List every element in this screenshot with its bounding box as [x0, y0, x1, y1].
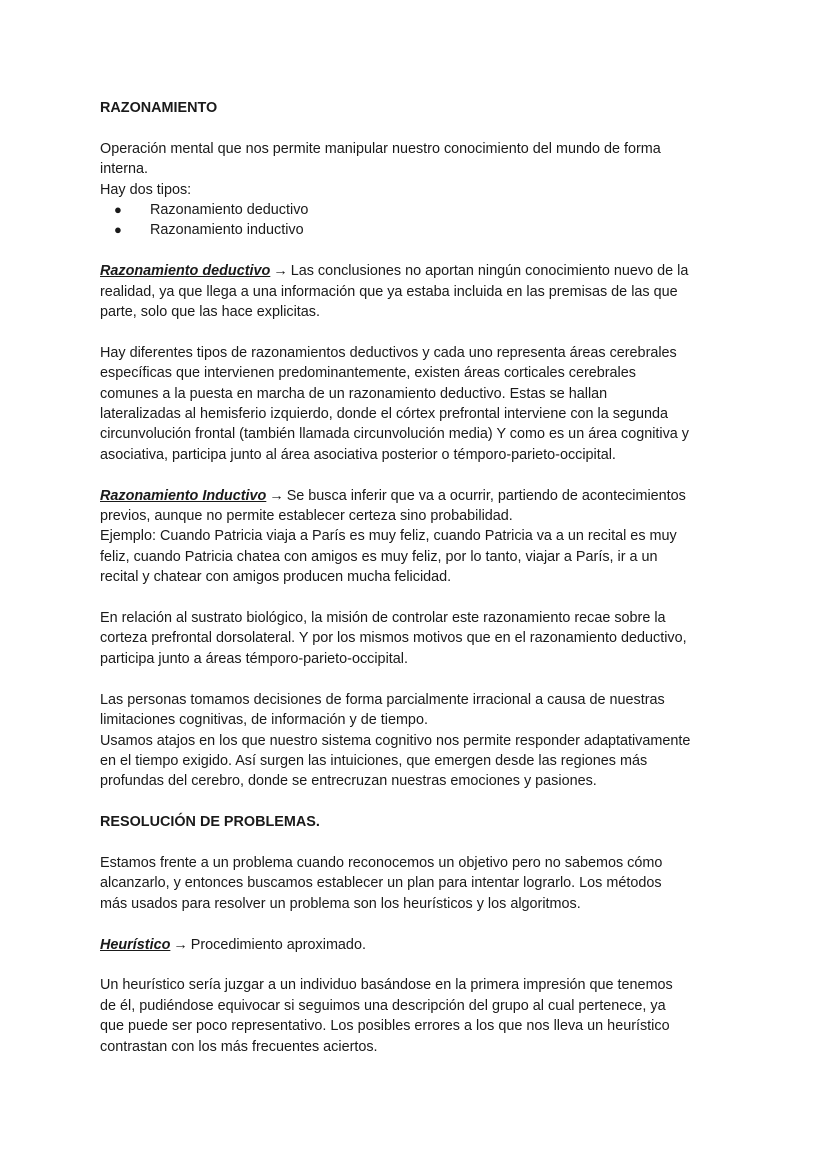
- text-line: asociativa, participa junto al área asociativa posterior o témporo-parieto-occipital.: [100, 446, 616, 463]
- text-line: Estamos frente a un problema cuando reconocemos un objetivo pero no sabemos cómo: [100, 854, 663, 871]
- text-line: Usamos atajos en los que nuestro sistema cognitivo nos permite responder adaptativamente: [100, 732, 691, 749]
- term-deductive: Razonamiento deductivo: [100, 263, 271, 280]
- text-line: corteza prefrontal dorsolateral. Y por los mismos motivos que en el razonamiento deductivo,: [100, 630, 687, 647]
- text-line: Ejemplo: Cuando Patricia viaja a París es muy feliz, cuando Patricia va a un recital es muy: [100, 528, 677, 545]
- text-line: lateralizadas al hemisferio izquierdo, donde el córtex prefrontal interviene con la segunda: [100, 406, 668, 423]
- bullet-icon: ●: [114, 222, 122, 238]
- text-line: de él, pudiéndose equivocar si seguimos una descripción del grupo al cual pertenece, ya: [100, 997, 666, 1014]
- text-line: Hay diferentes tipos de razonamientos deductivos y cada uno representa áreas cerebrales: [100, 344, 677, 361]
- arrow-icon: →: [269, 487, 284, 504]
- text-line: limitaciones cognitivas, de información y de tiempo.: [100, 712, 428, 729]
- section-title-razonamiento: RAZONAMIENTO: [100, 100, 218, 116]
- section-title-resolucion: RESOLUCIÓN DE PROBLEMAS.: [100, 814, 320, 831]
- bullet-icon: ●: [114, 202, 122, 218]
- text-line: feliz, cuando Patricia chatea con amigos es muy feliz, por lo tanto, viajar a París, ir a un: [100, 548, 658, 565]
- text-line: contrastan con los más frecuentes aciertos.: [100, 1038, 378, 1055]
- text-line: alcanzarlo, y entonces buscamos establecer un plan para intentar lograrlo. Los métodos: [100, 875, 662, 892]
- text-line: previos, aunque no permite establecer certeza sino probabilidad.: [100, 508, 513, 525]
- intro-line: Operación mental que nos permite manipular nuestro conocimiento del mundo de forma: [100, 140, 661, 157]
- list-item: ● Razonamiento deductivo: [100, 200, 730, 220]
- document-page: [100, 98, 730, 1057]
- term-inductive: Razonamiento Inductivo: [100, 487, 267, 504]
- text-line: Un heurístico sería juzgar a un individuo basándose en la primera impresión que tenemos: [100, 977, 673, 994]
- text-line: profundas del cerebro, donde se entrecruzan nuestras emociones y pasiones.: [100, 773, 597, 790]
- text-line: recital y chatear con amigos producen mucha felicidad.: [100, 569, 452, 586]
- text-line: comunes a la puesta en marcha de un razonamiento deductivo. Estas se hallan: [100, 385, 608, 402]
- arrow-icon: →: [173, 936, 188, 953]
- text-line: específicas que intervienen predominantemente, existen áreas corticales cerebrales: [100, 365, 636, 382]
- text-line: en el tiempo exigido. Así surgen las intuiciones, que emergen desde las regiones más: [100, 752, 648, 769]
- arrow-icon: →: [273, 263, 288, 280]
- text-line: Las personas tomamos decisiones de forma parcialmente irracional a causa de nuestras: [100, 691, 665, 708]
- text-line: En relación al sustrato biológico, la misión de controlar este razonamiento recae sobre la: [100, 610, 666, 627]
- text-line: más usados para resolver un problema son los heurísticos y los algoritmos.: [100, 895, 581, 912]
- term-heuristic: Heurístico: [100, 936, 171, 953]
- inductive-paragraph: Razonamiento Inductivo → Se busca inferir que va a ocurrir, partiendo de acontecimientos: [100, 487, 686, 504]
- text-line: participa junto a áreas témporo-parieto-occipital.: [100, 650, 408, 667]
- types-intro: Hay dos tipos:: [100, 181, 192, 198]
- text-line: que puede ser poco representativo. Los posibles errores a los que nos lleva un heurístico: [100, 1018, 670, 1035]
- deductive-paragraph: Razonamiento deductivo → Las conclusiones no aportan ningún conocimiento nuevo de la: [100, 263, 689, 280]
- intro-line: interna.: [100, 161, 148, 178]
- text-line: parte, solo que las hace explicitas.: [100, 304, 320, 321]
- heuristic-paragraph: Heurístico → Procedimiento aproximado.: [100, 936, 366, 953]
- text-line: circunvolución frontal (también llamada circunvolución media) Y como es un área cognitiva y: [100, 426, 689, 443]
- types-list: [100, 200, 730, 241]
- list-item: ● Razonamiento inductivo: [100, 220, 730, 240]
- text-line: realidad, ya que llega a una información que ya estaba incluida en las premisas de las que: [100, 283, 678, 300]
